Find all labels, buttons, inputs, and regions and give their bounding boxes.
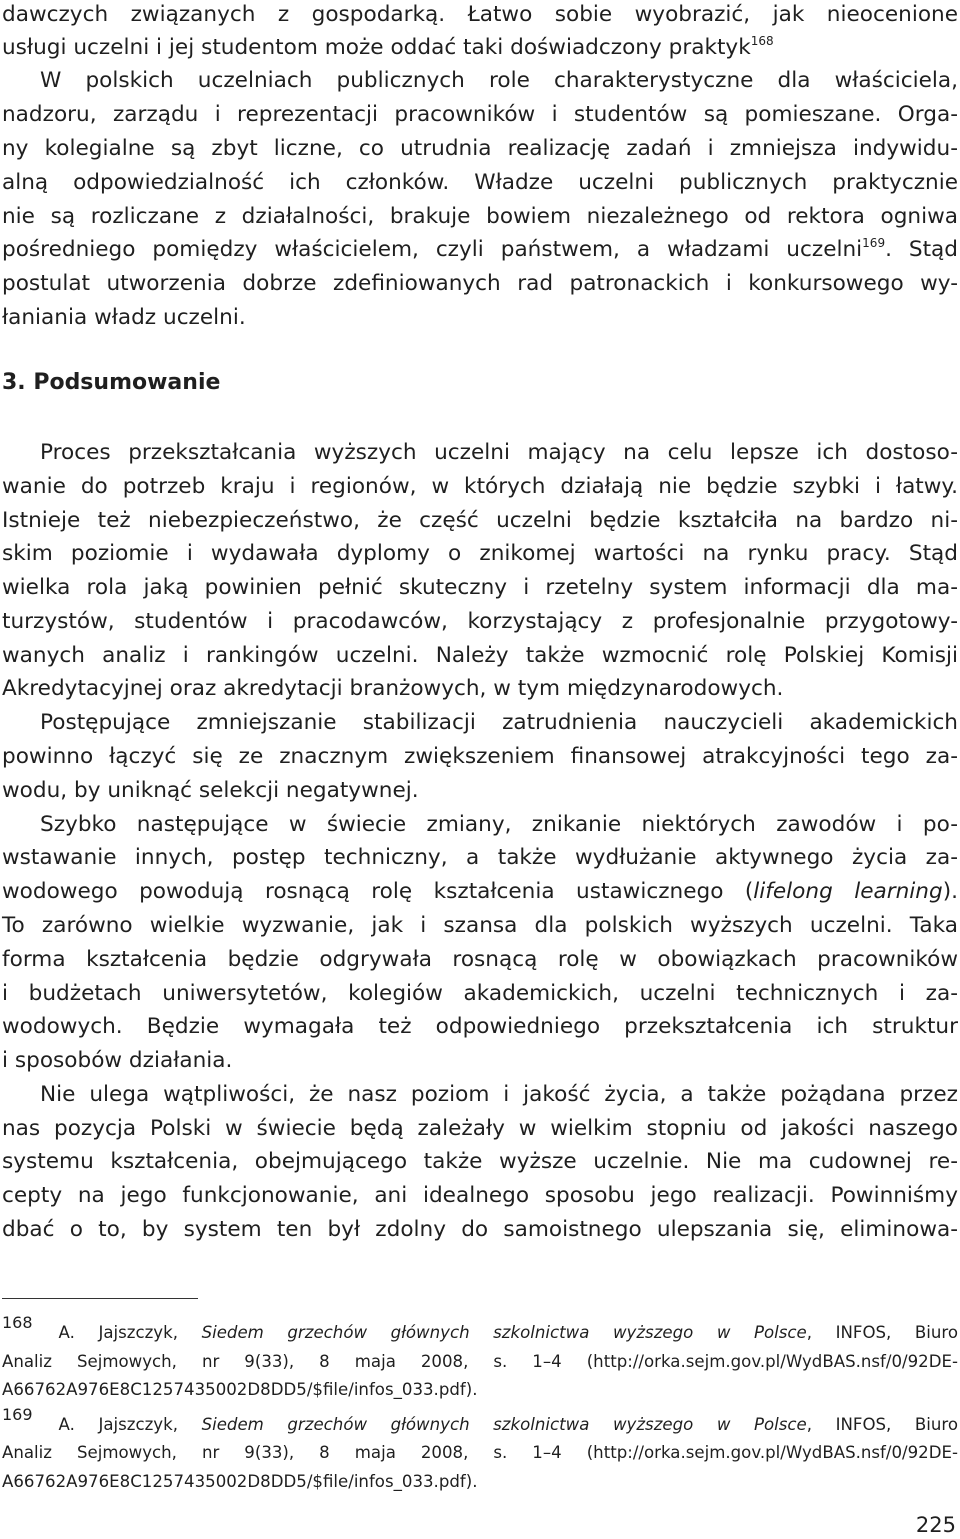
footnote-number: 168 <box>2 1313 33 1332</box>
footnote-title: Siedem grzechów głównych szkolnictwa wyższego w Polsce <box>201 1323 807 1342</box>
footnote-title: Siedem grzechów głównych szkolnictwa wyższego w Polsce <box>201 1415 807 1434</box>
text-line: systemu kształcenia, obejmującego także wyższe uczelnie. Nie ma cudownej re- <box>2 1149 958 1174</box>
footnote-number: 169 <box>2 1405 33 1424</box>
text-line: wodu, by uniknąć selekcji negatywnej. <box>2 778 419 803</box>
text-line: Nie ulega wątpliwości, że nasz poziom i jakość życia, a także pożądana przez <box>40 1082 958 1107</box>
text-line: alną odpowiedzialność ich członków. Władze uczelni publicznych praktycznie <box>2 170 958 195</box>
footnote-divider <box>2 1298 198 1299</box>
text-line: Szybko następujące w świecie zmiany, znikanie niektórych zawodów i po- <box>40 812 958 837</box>
text-line: dawczych związanych z gospodarką. Łatwo sobie wyobrazić, jak nieocenione <box>2 2 958 27</box>
text-line: łaniania władz uczelni. <box>2 305 246 330</box>
footnote-169 <box>2 1405 958 1439</box>
footnote-text: , INFOS, Biuro <box>806 1323 958 1342</box>
text-line: Istnieje też niebezpieczeństwo, że część uczelni będzie kształciła na bardzo ni- <box>2 508 958 533</box>
text-line: wielka rola jaką powinien pełnić skuteczny i rzetelny system informacji dla ma- <box>2 575 958 600</box>
text-line: nas pozycja Polski w świecie będą zależały w wielkim stopniu od jakości naszego <box>2 1116 958 1141</box>
footnote-line: Analiz Sejmowych, nr 9(33), 8 maja 2008, s. 1–4 (http://orka.sejm.gov.pl/WydBAS.nsf/0/92DE- <box>2 1352 958 1371</box>
text-line: wodowych. Będzie wymagała też odpowiedniego przekształcenia ich struktur <box>2 1014 958 1039</box>
text-line: wstawanie innych, postęp techniczny, a także wydłużanie aktywnego życia za- <box>2 845 958 870</box>
text-line: i sposobów działania. <box>2 1048 233 1073</box>
footnote-line: A66762A976E8C1257435002D8DD5/$file/infos_033.pdf). <box>2 1380 478 1399</box>
footnote-author: A. Jajszczyk, <box>58 1323 202 1342</box>
text-line: powinno łączyć się ze znacznym zwiększeniem finansowej atrakcyjności tego za- <box>2 744 958 769</box>
text-line: cepty na jego funkcjonowanie, ani idealnego sposobu jego realizacji. Powinniśmy <box>2 1183 958 1208</box>
text-line: wanych analiz i rankingów uczelni. Należy także wzmocnić rolę Polskiej Komisji <box>2 643 958 668</box>
section-heading: 3. Podsumowanie <box>2 370 221 395</box>
page-number: 225 <box>915 1513 956 1537</box>
footnote-ref-168[interactable]: 168 <box>750 34 774 48</box>
text-line: wanie do potrzeb kraju i regionów, w których działają nie będzie szybki i łatwy. <box>2 474 958 499</box>
footnote-author: A. Jajszczyk, <box>58 1415 202 1434</box>
text-span: usługi uczelni i jej studentom może oddać taki doświadczony praktyk <box>2 35 751 60</box>
text-line: forma kształcenia będzie odgrywała rosnącą rolę w obowiązkach pracowników <box>2 947 958 972</box>
text-line <box>2 875 958 909</box>
text-span: wodowego powodują rosnącą rolę kształcenia ustawicznego ( <box>2 879 754 904</box>
text-line: skim poziomie i wydawała dyplomy o znikomej wartości na rynku pracy. Stąd <box>2 541 958 566</box>
text-span: . Stąd <box>885 237 958 262</box>
footnote-line: A66762A976E8C1257435002D8DD5/$file/infos_033.pdf). <box>2 1472 478 1491</box>
text-line: ny kolegialne są zbyt liczne, co utrudnia realizację zadań i zmniejsza indywidu- <box>2 136 958 161</box>
text-span: pośredniego pomiędzy właścicielem, czyli państwem, a władzami uczelni <box>2 237 863 262</box>
footnote-ref-169[interactable]: 169 <box>862 236 886 250</box>
text-line: Proces przekształcania wyższych uczelni mający na celu lepsze ich dostoso- <box>40 440 958 465</box>
text-line: Postępujące zmniejszanie stabilizacji zatrudnienia nauczycieli akademickich <box>40 710 958 735</box>
text-line: Akredytacyjnej oraz akredytacji branżowych, w tym międzynarodowych. <box>2 676 784 701</box>
text-line: nie są rozliczane z działalności, brakuje bowiem niezależnego od rektora ogniwa <box>2 204 958 229</box>
text-line: W polskich uczelniach publicznych role charakterystyczne dla właściciela, <box>40 68 958 93</box>
text-line: i budżetach uniwersytetów, kolegiów akademickich, uczelni technicznych i za- <box>2 981 958 1006</box>
footnote-168 <box>2 1313 958 1347</box>
text-line: To zarówno wielkie wyzwanie, jak i szansa dla polskich wyższych uczelni. Taka <box>2 913 958 938</box>
text-line: nadzoru, zarządu i reprezentacji pracowników i studentów są pomieszane. Orga- <box>2 102 958 127</box>
text-line <box>2 233 958 267</box>
footnote-text: , INFOS, Biuro <box>806 1415 958 1434</box>
italic-term: lifelong learning <box>753 879 943 904</box>
footnote-line: Analiz Sejmowych, nr 9(33), 8 maja 2008, s. 1–4 (http://orka.sejm.gov.pl/WydBAS.nsf/0/92DE- <box>2 1443 958 1462</box>
text-span: ). <box>942 879 958 904</box>
text-line: postulat utworzenia dobrze zdefiniowanych rad patronackich i konkursowego wy- <box>2 271 958 296</box>
text-line: dbać o to, by system ten był zdolny do samoistnego ulepszania się, eliminowa- <box>2 1217 958 1242</box>
text-line <box>2 31 958 65</box>
text-line: turzystów, studentów i pracodawców, korzystający z profesjonalnie przygotowy- <box>2 609 958 634</box>
